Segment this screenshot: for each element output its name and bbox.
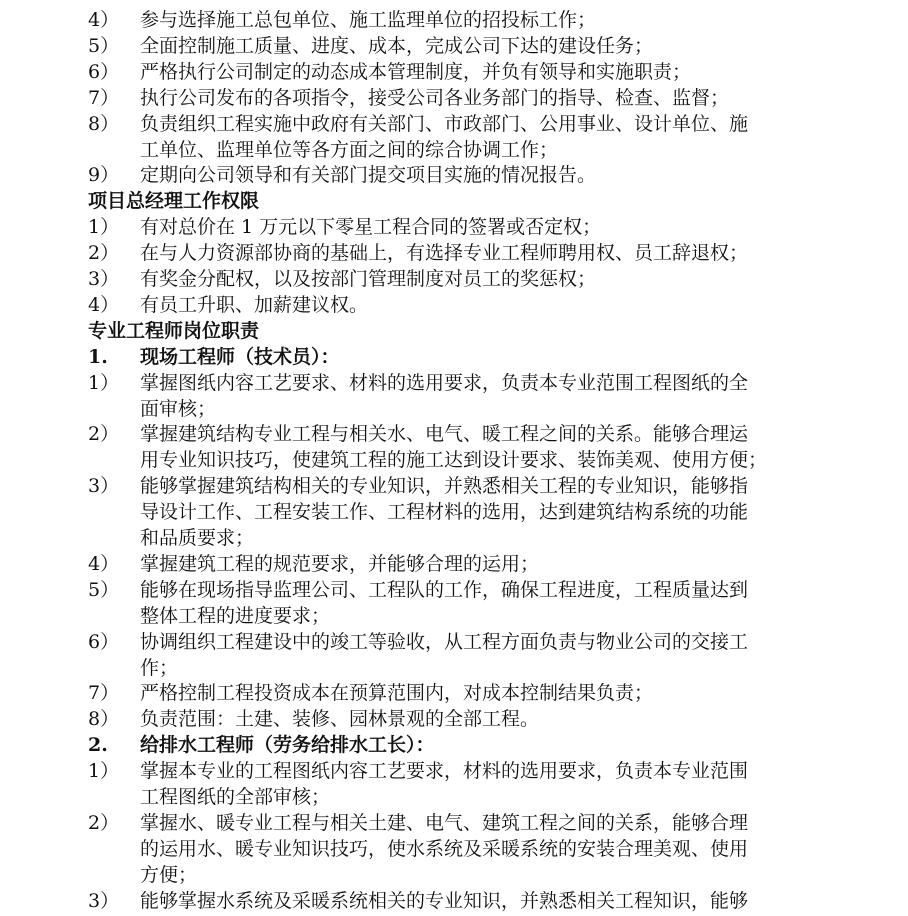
item-number: 6） bbox=[88, 630, 120, 653]
item-text: 掌握图纸内容工艺要求、材料的选用要求，负责本专业范围工程图纸的全 bbox=[140, 371, 749, 394]
item-number: 7） bbox=[88, 682, 120, 705]
item-text: 的运用水、暖专业知识技巧，使水系统及采暖系统的安装合理美观、使用 bbox=[140, 837, 749, 860]
item-text: 参与选择施工总包单位、施工监理单位的招投标工作； bbox=[140, 9, 597, 31]
item-number: 8） bbox=[88, 708, 120, 731]
item-text: 给排水工程师（劳务给排水工长）： bbox=[140, 734, 435, 757]
item-number: 1） bbox=[88, 760, 120, 783]
item-text: 工程图纸的全部审核； bbox=[140, 786, 331, 808]
item-number: 9） bbox=[88, 164, 120, 187]
item-number: 2） bbox=[88, 242, 120, 265]
item-text: 有奖金分配权，以及按部门管理制度对员工的奖惩权； bbox=[140, 268, 597, 290]
item-text: 执行公司发布的各项指令，接受公司各业务部门的指导、检查、监督； bbox=[140, 86, 730, 109]
heading-text: 项目总经理工作权限 bbox=[88, 190, 260, 213]
item-text: 掌握建筑结构专业工程与相关水、电气、暖工程之间的关系。能够合理运 bbox=[140, 423, 749, 446]
item-text: 有对总价在 1 万元以下零星工程合同的签署或否定权； bbox=[140, 216, 602, 239]
item-text: 全面控制施工质量、进度、成本，完成公司下达的建设任务； bbox=[140, 34, 654, 57]
item-text: 严格执行公司制定的动态成本管理制度，并负有领导和实施职责； bbox=[140, 60, 692, 83]
item-text: 协调组织工程建设中的竣工等验收，从工程方面负责与物业公司的交接工 bbox=[140, 630, 749, 653]
item-text: 定期向公司领导和有关部门提交项目实施的情况报告。 bbox=[140, 164, 597, 187]
item-text: 掌握本专业的工程图纸内容工艺要求，材料的选用要求，负责本专业范围 bbox=[140, 760, 749, 783]
heading-text: 专业工程师岗位职责 bbox=[88, 319, 260, 342]
item-number: 1） bbox=[88, 216, 120, 239]
item-text: 能够在现场指导监理公司、工程队的工作，确保工程进度，工程质量达到 bbox=[140, 578, 749, 601]
item-number: 3） bbox=[88, 889, 120, 912]
item-number: 2） bbox=[88, 423, 120, 446]
item-number: 1） bbox=[88, 371, 120, 394]
item-text: 方便； bbox=[140, 863, 198, 886]
item-text: 在与人力资源部协商的基础上，有选择专业工程师聘用权、员工辞退权； bbox=[140, 242, 749, 265]
item-text: 作； bbox=[140, 656, 179, 679]
item-number: 7） bbox=[88, 86, 120, 109]
item-number: 5） bbox=[88, 578, 120, 601]
item-number: 6） bbox=[88, 60, 120, 83]
item-number: 2. bbox=[88, 734, 108, 757]
item-number: 8） bbox=[88, 112, 120, 135]
item-number: 3） bbox=[88, 475, 120, 498]
item-number: 2） bbox=[88, 811, 120, 834]
item-text: 整体工程的进度要求； bbox=[140, 604, 331, 627]
item-text: 和品质要求； bbox=[140, 527, 255, 549]
item-text: 面审核； bbox=[140, 397, 217, 420]
item-text: 有员工升职、加薪建议权。 bbox=[140, 293, 369, 316]
item-text: 能够掌握水系统及采暖系统相关的专业知识，并熟悉相关工程知识，能够 bbox=[140, 889, 749, 912]
item-text: 现场工程师（技术员）： bbox=[140, 345, 340, 368]
item-number: 4） bbox=[88, 9, 120, 31]
item-text: 掌握建筑工程的规范要求，并能够合理的运用； bbox=[140, 552, 540, 575]
item-text: 负责组织工程实施中政府有关部门、市政部门、公用事业、设计单位、施 bbox=[140, 112, 749, 135]
item-text: 导设计工作、工程安装工作、工程材料的选用，达到建筑结构系统的功能 bbox=[140, 501, 749, 524]
item-text: 工单位、监理单位等各方面之间的综合协调工作； bbox=[140, 138, 559, 161]
item-text: 严格控制工程投资成本在预算范围内，对成本控制结果负责； bbox=[140, 682, 654, 705]
item-number: 3） bbox=[88, 268, 120, 290]
item-number: 5） bbox=[88, 34, 120, 57]
item-text: 能够掌握建筑结构相关的专业知识，并熟悉相关工程的专业知识，能够指 bbox=[140, 475, 749, 498]
item-text: 用专业知识技巧，使建筑工程的施工达到设计要求、装饰美观、使用方便； bbox=[140, 449, 768, 472]
item-number: 4） bbox=[88, 293, 120, 316]
item-text: 负责范围：土建、装修、园林景观的全部工程。 bbox=[140, 708, 540, 731]
item-number: 1. bbox=[88, 345, 108, 368]
item-text: 掌握水、暖专业工程与相关土建、电气、建筑工程之间的关系，能够合理 bbox=[140, 811, 749, 834]
item-number: 4） bbox=[88, 552, 120, 575]
